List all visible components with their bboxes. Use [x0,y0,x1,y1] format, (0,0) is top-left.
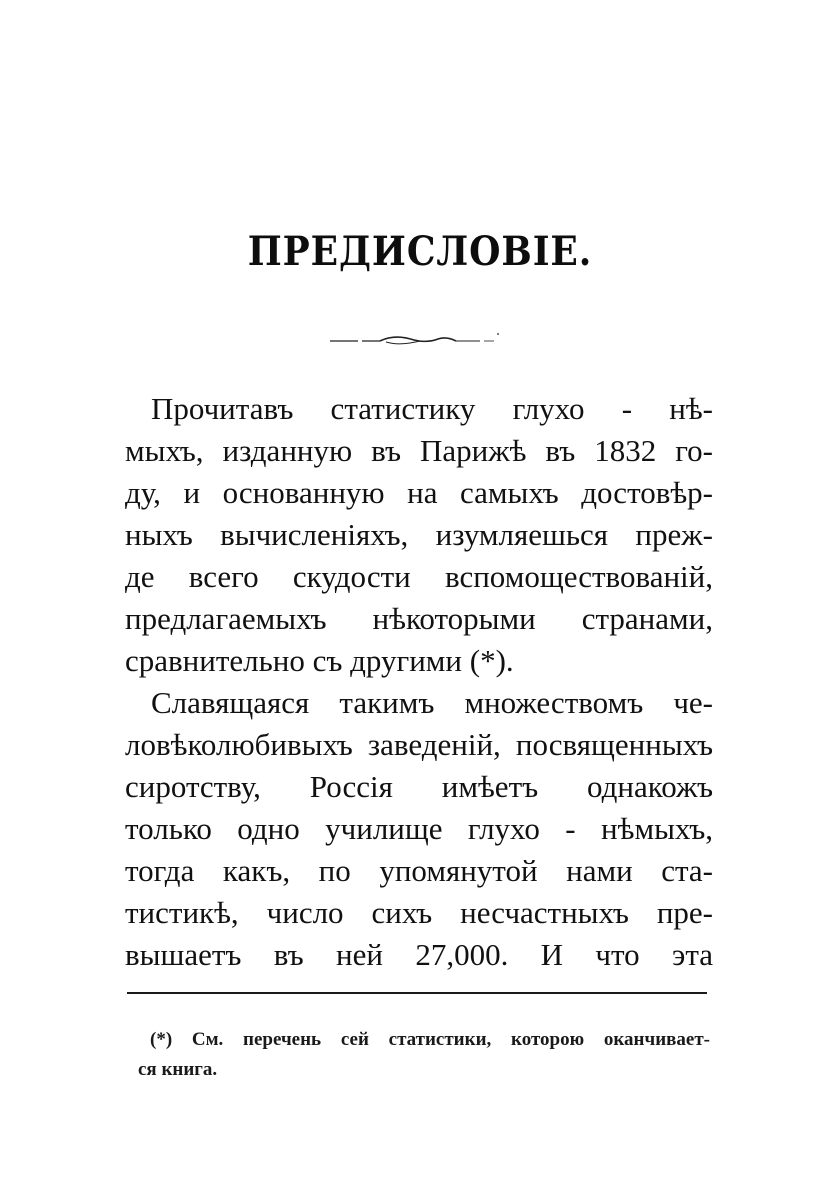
text-line: тистикѣ, число сихъ несчастныхъ пре- [125,895,713,930]
text-line: де всего скудости вспомоществованій, [125,559,713,594]
text-line: сиротству, Россія имѣетъ однакожъ [125,769,713,804]
text-line: только одно училище глухо - нѣмыхъ, [125,811,713,846]
ornamental-divider [330,332,502,348]
footnote-divider [127,992,707,994]
text-line: ду, и основанную на самыхъ достовѣр- [125,475,713,510]
page-title: ПРЕДИСЛОВІЕ. [247,228,593,275]
text-line: тогда какъ, по упомянутой нами ста- [125,853,713,888]
footnote [138,1025,710,1085]
text-line: вышаетъ въ ней 27,000. И что эта [125,937,713,972]
text-line: Славящаяся такимъ множествомъ че- [151,685,713,720]
footnote-line: (*) См. перечень сей статистики, которою оканчивает- [150,1029,710,1050]
text-line: ныхъ вычисленіяхъ, изумляешься преж- [125,517,713,552]
text-line: предлагаемыхъ нѣкоторыми странами, [125,601,713,636]
text-line: Прочитавъ статистику глухо - нѣ- [151,391,713,426]
text-line: сравнительно съ другими (*). [125,643,514,678]
text-line: мыхъ, изданную въ Парижѣ въ 1832 го- [125,433,713,468]
main-paragraphs [125,388,713,976]
text-line: ловѣколюбивыхъ заведеній, посвященныхъ [125,727,713,762]
footnote-line: ся книга. [138,1059,218,1080]
